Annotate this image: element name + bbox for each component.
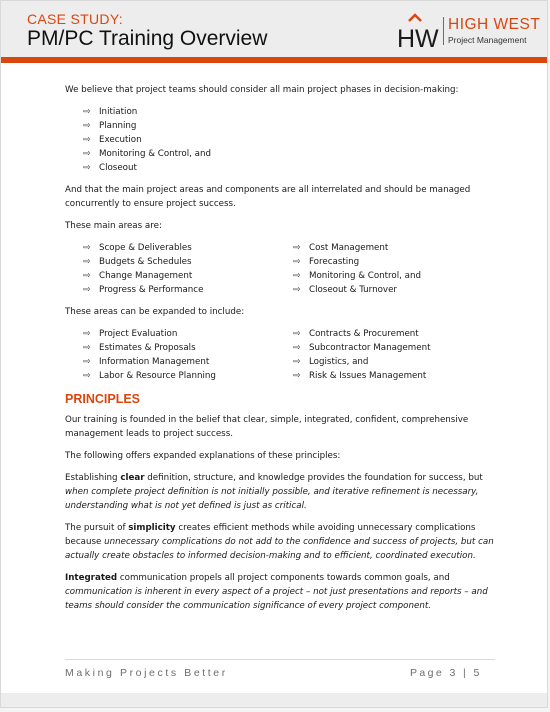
list-item: ⇨ Execution: [83, 135, 142, 145]
expanded-intro: These areas can be expanded to include:: [65, 307, 245, 317]
intro-paragraph: We believe that project teams should consider all main project phases in decision-making:: [65, 85, 459, 95]
list-item: ⇨ Risk & Issues Management: [293, 371, 427, 381]
principles-intro-paragraph: Our training is founded in the belief that clear, simple, integrated, confident, comprehensive management leads to project success.: [65, 415, 469, 439]
page-number: Page 3 | 5: [410, 667, 482, 679]
expanded-right-column: [275, 327, 485, 383]
principles-heading: PRINCIPLES: [65, 392, 141, 406]
list-item: ⇨ Contracts & Procurement: [293, 329, 419, 339]
right-arrow-icon: ⇨: [293, 329, 301, 339]
svg-text:HW: HW: [397, 25, 439, 51]
right-arrow-icon: ⇨: [83, 371, 91, 381]
simplicity-keyword: simplicity: [128, 523, 176, 533]
list-item: ⇨ Closeout & Turnover: [293, 285, 397, 295]
company-logo: [396, 13, 541, 51]
principles-explanation-intro: The following offers expanded explanations of these principles:: [65, 451, 341, 461]
footer-divider: [65, 659, 495, 660]
right-arrow-icon: ⇨: [83, 135, 91, 145]
right-arrow-icon: ⇨: [83, 343, 91, 353]
list-item: ⇨ Progress & Performance: [83, 285, 204, 295]
list-item: ⇨ Budgets & Schedules: [83, 257, 192, 267]
list-item: ⇨ Monitoring & Control, and: [293, 271, 422, 281]
integrated-keyword: Integrated: [65, 573, 118, 583]
list-item: ⇨ Initiation: [83, 107, 138, 117]
right-arrow-icon: ⇨: [293, 257, 301, 267]
expanded-areas-list: [65, 327, 495, 383]
right-arrow-icon: ⇨: [83, 285, 91, 295]
integrated-principle-paragraph: Integrated communication propels all project components towards common goals, and communication is inherent in every aspect of a project – not just presentations and reports – and teams should consider the communication significance of every project component.: [65, 573, 488, 611]
hw-logo-mark-icon: [396, 13, 440, 51]
right-arrow-icon: ⇨: [293, 243, 301, 253]
main-areas-list: [65, 241, 495, 297]
document-title: PM/PC Training Overview: [27, 27, 268, 50]
case-study-label: CASE STUDY:: [27, 11, 123, 27]
right-arrow-icon: ⇨: [293, 271, 301, 281]
logo-company-subtitle: Project Management: [448, 35, 527, 45]
main-areas-intro: These main areas are:: [65, 221, 162, 231]
right-arrow-icon: ⇨: [83, 107, 91, 117]
right-arrow-icon: ⇨: [83, 243, 91, 253]
footer-tagline: Making Projects Better: [65, 667, 228, 679]
clear-keyword: clear: [120, 473, 145, 483]
list-item: ⇨ Estimates & Proposals: [83, 343, 196, 353]
page-body: [65, 83, 495, 621]
expanded-left-column: [65, 327, 275, 383]
list-item: ⇨ Information Management: [83, 357, 210, 367]
list-item: ⇨ Scope & Deliverables: [83, 243, 192, 253]
right-arrow-icon: ⇨: [83, 163, 91, 173]
right-arrow-icon: ⇨: [83, 357, 91, 367]
page-header: [1, 1, 547, 57]
list-item: ⇨ Forecasting: [293, 257, 360, 267]
list-item: ⇨ Labor & Resource Planning: [83, 371, 216, 381]
list-item: ⇨ Planning: [83, 121, 137, 131]
interrelated-paragraph: And that the main project areas and components are all interrelated and should be managed concurrently to ensure project success.: [65, 185, 471, 209]
list-item: ⇨ Logistics, and: [293, 357, 369, 367]
right-arrow-icon: ⇨: [293, 371, 301, 381]
list-item: ⇨ Change Management: [83, 271, 193, 281]
right-arrow-icon: ⇨: [293, 343, 301, 353]
right-arrow-icon: ⇨: [83, 329, 91, 339]
right-arrow-icon: ⇨: [83, 149, 91, 159]
list-item: ⇨ Monitoring & Control, and: [83, 149, 212, 159]
simplicity-principle-paragraph: The pursuit of simplicity creates efficient methods while avoiding unnecessary complications because unnecessary complications do not add to the confidence and success of projects, but can actually create obstacles to informed decision-making and to efficient, coordinated execution.: [65, 523, 494, 561]
right-arrow-icon: ⇨: [83, 121, 91, 131]
main-areas-left-column: [65, 241, 275, 297]
right-arrow-icon: ⇨: [293, 357, 301, 367]
phases-list: [65, 105, 495, 175]
list-item: ⇨ Project Evaluation: [83, 329, 178, 339]
header-accent-bar: [1, 57, 547, 63]
right-arrow-icon: ⇨: [293, 285, 301, 295]
logo-divider: [443, 17, 444, 45]
right-arrow-icon: ⇨: [83, 257, 91, 267]
logo-company-name: HIGH WEST: [448, 16, 541, 33]
right-arrow-icon: ⇨: [83, 271, 91, 281]
footer-bar: [1, 693, 547, 707]
main-areas-right-column: [275, 241, 485, 297]
list-item: ⇨ Closeout: [83, 163, 137, 173]
list-item: ⇨ Subcontractor Management: [293, 343, 431, 353]
list-item: ⇨ Cost Management: [293, 243, 389, 253]
clear-principle-paragraph: Establishing clear definition, structure, and knowledge provides the foundation for success, but when complete project definition is not initially possible, and iterative refinement is necessary, understanding what is not yet defined is just as critical.: [65, 473, 483, 511]
